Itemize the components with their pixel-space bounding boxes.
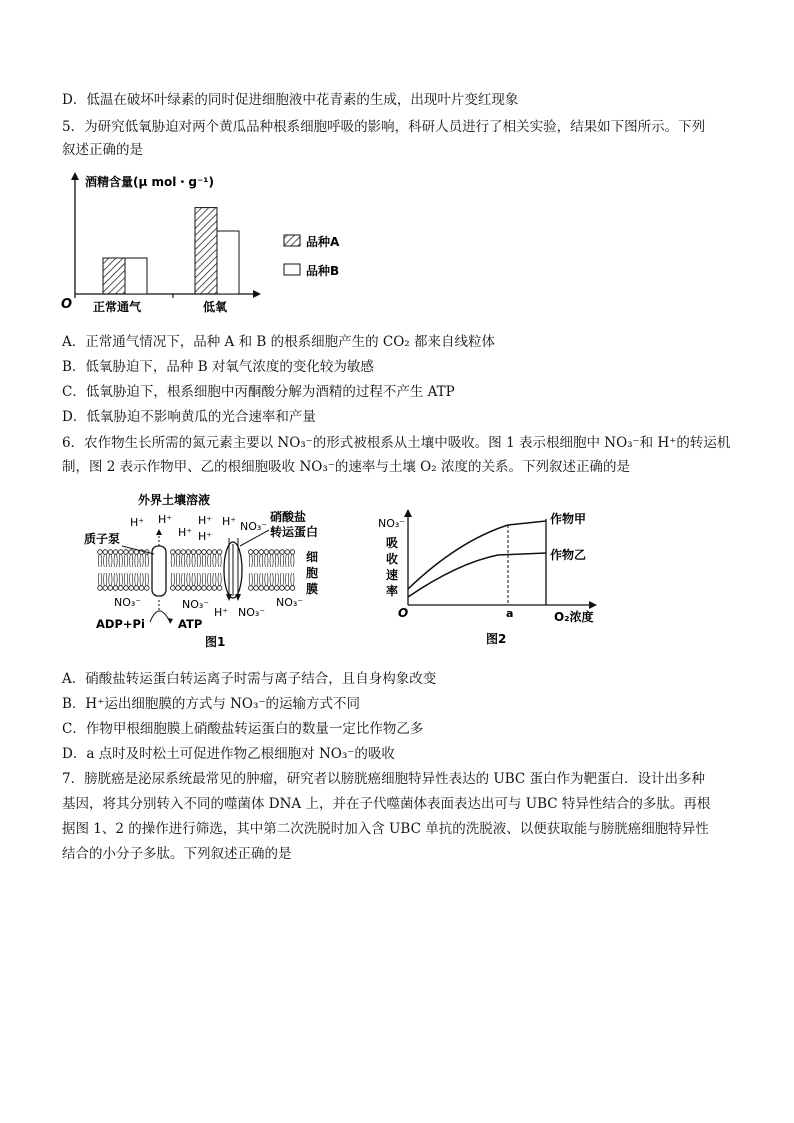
phospholipid-tail xyxy=(280,573,283,586)
phospholipid-tail xyxy=(270,573,273,586)
phospholipid-head xyxy=(124,586,129,591)
phospholipid-tail xyxy=(187,555,190,568)
phospholipid-tail xyxy=(265,573,268,586)
q6-figure-1 xyxy=(80,488,350,653)
fig2-ylabel-1: 吸 xyxy=(386,536,399,550)
origin-label: O xyxy=(61,297,73,312)
phospholipid-tail xyxy=(291,555,294,568)
fig2-origin: O xyxy=(398,606,409,620)
phospholipid-head xyxy=(113,550,118,555)
fig2-ylabel-3: 速 xyxy=(386,568,399,582)
phospholipid-head xyxy=(108,586,113,591)
phospholipid-tail xyxy=(124,555,127,568)
no3-ion-out: NO₃⁻ xyxy=(240,520,268,533)
phospholipid-tail xyxy=(208,555,211,568)
q5-stem-1: 5．为研究低氧胁迫对两个黄瓜品种根系细胞呼吸的影响，科研人员进行了相关实验，结果如下图所示。下列 xyxy=(62,119,706,135)
h-ion-out-4: H⁺ xyxy=(198,514,213,527)
phospholipid-tail xyxy=(197,555,200,568)
phospholipid-tail xyxy=(249,555,252,568)
phospholipid-head xyxy=(129,550,134,555)
phospholipid-head xyxy=(254,586,259,591)
q5-option-d: D．低氧胁迫不影响黄瓜的光合速率和产量 xyxy=(62,409,316,425)
x-axis-arrow xyxy=(253,290,261,298)
h-ion-out-6: H⁺ xyxy=(222,515,237,528)
h-ion-out-5: H⁺ xyxy=(198,530,213,543)
phospholipid-head xyxy=(176,550,181,555)
figure-1-caption: 图1 xyxy=(205,635,226,649)
phospholipid-tail xyxy=(254,555,257,568)
phospholipid-head xyxy=(98,550,103,555)
series-jia-label: 作物甲 xyxy=(550,512,587,526)
phospholipid-head xyxy=(119,586,124,591)
proton-pump-label: 质子泵 xyxy=(84,532,121,546)
phospholipid-tail xyxy=(213,573,216,586)
phospholipid-head xyxy=(285,550,290,555)
phospholipid-head xyxy=(176,586,181,591)
phospholipid-tail xyxy=(182,555,185,568)
q6-figure-2 xyxy=(368,505,608,653)
phospholipid-head xyxy=(207,550,212,555)
fig2-ylabel-top: NO₃⁻ xyxy=(378,517,406,530)
phospholipid-tail xyxy=(260,555,263,568)
phospholipid-tail xyxy=(135,573,138,586)
phospholipid-head xyxy=(103,550,108,555)
q6-option-a: A．硝酸盐转运蛋白转运离子时需与离子结合，且自身构象改变 xyxy=(62,671,437,687)
phospholipid-tail xyxy=(109,555,112,568)
phospholipid-head xyxy=(197,586,202,591)
phospholipid-tail xyxy=(197,573,200,586)
phospholipid-head xyxy=(280,550,285,555)
phospholipid-head xyxy=(171,586,176,591)
phospholipid-head xyxy=(134,586,139,591)
phospholipid-tail xyxy=(218,555,221,568)
phospholipid-tail xyxy=(124,573,127,586)
q6-option-d: D．a 点时及时松土可促进作物乙根细胞对 NO₃⁻的吸收 xyxy=(62,746,395,762)
phospholipid-head xyxy=(119,550,124,555)
phospholipid-head xyxy=(249,586,254,591)
y-axis-label: 酒精含量(μ mol・g⁻¹) xyxy=(85,175,215,189)
category-label-low-oxygen: 低氧 xyxy=(203,300,228,314)
phospholipid-tail xyxy=(286,555,289,568)
phospholipid-head xyxy=(186,550,191,555)
phospholipid-tail xyxy=(176,573,179,586)
fig2-ylabel-4: 率 xyxy=(386,584,399,598)
h-ion-out-3: H⁺ xyxy=(178,526,193,539)
phospholipid-head xyxy=(181,586,186,591)
phospholipid-tail xyxy=(135,555,138,568)
phospholipid-head xyxy=(212,550,217,555)
phospholipid-tail xyxy=(202,573,205,586)
phospholipid-head xyxy=(197,550,202,555)
no3-ion-in-4: NO₃⁻ xyxy=(276,596,304,609)
bar-a-1 xyxy=(195,208,217,294)
phospholipid-head xyxy=(202,586,207,591)
phospholipid-head xyxy=(249,550,254,555)
phospholipid-head xyxy=(191,586,196,591)
phospholipid-tail xyxy=(140,573,143,586)
phospholipid-tail xyxy=(260,573,263,586)
adp-label: ADP+Pi xyxy=(96,617,145,631)
membrane-label-3: 膜 xyxy=(306,582,319,596)
no3-ion-in-3: NO₃⁻ xyxy=(238,606,266,619)
phospholipid-head xyxy=(217,550,222,555)
phospholipid-tail xyxy=(192,573,195,586)
atp-label: ATP xyxy=(178,617,203,631)
phospholipid-tail xyxy=(171,573,174,586)
bar-b-1 xyxy=(217,231,239,294)
q6-stem-2: 制，图 2 表示作物甲、乙的根细胞吸收 NO₃⁻的速率与土壤 O₂ 浓度的关系。下列叙述正确的是 xyxy=(62,459,630,475)
h-ion-out-2: H⁺ xyxy=(158,513,173,526)
phospholipid-tail xyxy=(218,573,221,586)
phospholipid-head xyxy=(139,586,144,591)
phospholipid-head xyxy=(129,586,134,591)
membrane-label-1: 细 xyxy=(306,550,319,564)
phospholipid-head xyxy=(290,550,295,555)
q5-option-b: B．低氧胁迫下，品种 B 对氧气浓度的变化较为敏感 xyxy=(62,359,374,375)
phospholipid-head xyxy=(269,550,274,555)
legend-label-a: 品种A xyxy=(306,235,340,249)
phospholipid-head xyxy=(124,550,129,555)
phospholipid-tail xyxy=(275,573,278,586)
q5-option-a: A．正常通气情况下，品种 A 和 B 的根系细胞产生的 CO₂ 都来自线粒体 xyxy=(62,334,495,350)
phospholipid-tail xyxy=(291,573,294,586)
phospholipid-tail xyxy=(280,555,283,568)
series-yi-label: 作物乙 xyxy=(550,548,587,562)
phospholipid-head xyxy=(113,586,118,591)
q5-option-c: C．低氧胁迫下，根系细胞中丙酮酸分解为酒精的过程不产生 ATP xyxy=(62,384,455,400)
phospholipid-tail xyxy=(109,573,112,586)
membrane-label-2: 胞 xyxy=(306,566,319,580)
phospholipid-head xyxy=(108,550,113,555)
phospholipid-tail xyxy=(140,555,143,568)
h-ion-out-1: H⁺ xyxy=(130,516,145,529)
phospholipid-tail xyxy=(254,573,257,586)
phospholipid-head xyxy=(269,586,274,591)
phospholipid-tail xyxy=(176,555,179,568)
bar-b-0 xyxy=(125,258,147,294)
phospholipid-tail xyxy=(119,555,122,568)
phospholipid-tail xyxy=(187,573,190,586)
phospholipid-head xyxy=(285,586,290,591)
q7-stem-4: 结合的小分子多肽。下列叙述正确的是 xyxy=(62,846,292,862)
phospholipid-tail xyxy=(182,573,185,586)
transporter-label-2: 转运蛋白 xyxy=(270,525,319,539)
legend-swatch-b xyxy=(284,264,300,275)
fig2-ylabel-2: 收 xyxy=(386,552,399,566)
q7-stem-2: 基因，将其分别转入不同的噬菌体 DNA 上，并在子代噬菌体表面表达出可与 UBC 特异性结合的多肽。再根 xyxy=(62,796,711,812)
phospholipid-head xyxy=(207,586,212,591)
phospholipid-head xyxy=(191,550,196,555)
point-a-label: a xyxy=(506,607,514,620)
phospholipid-tail xyxy=(171,555,174,568)
phospholipid-head xyxy=(145,586,150,591)
h-ion-in: H⁺ xyxy=(214,606,229,619)
phospholipid-head xyxy=(275,586,280,591)
phospholipid-tail xyxy=(145,573,148,586)
phospholipid-head xyxy=(264,586,269,591)
phospholipid-tail xyxy=(202,555,205,568)
phospholipid-head xyxy=(259,586,264,591)
q7-stem-1: 7．膀胱癌是泌尿系统最常见的肿瘤，研究者以膀胱癌细胞特异性表达的 UBC 蛋白作为靶蛋白．设计出多种 xyxy=(62,771,706,787)
phospholipid-head xyxy=(103,586,108,591)
fig2-xlabel: O₂浓度 xyxy=(554,610,594,624)
no3-ion-in-1: NO₃⁻ xyxy=(114,596,142,609)
legend-label-b: 品种B xyxy=(306,264,340,278)
series-jia-curve xyxy=(408,521,546,589)
phospholipid-tail xyxy=(104,573,107,586)
no3-ion-in-2: NO₃⁻ xyxy=(182,598,210,611)
phospholipid-head xyxy=(202,550,207,555)
phospholipid-tail xyxy=(213,555,216,568)
phospholipid-tail xyxy=(119,573,122,586)
q5-stem-2: 叙述正确的是 xyxy=(62,142,143,158)
phospholipid-tail xyxy=(275,555,278,568)
figure-2-caption: 图2 xyxy=(486,632,507,646)
phospholipid-tail xyxy=(249,573,252,586)
phospholipid-tail xyxy=(192,555,195,568)
phospholipid-tail xyxy=(98,573,101,586)
proton-pump-shape xyxy=(152,546,166,596)
phospholipid-head xyxy=(280,586,285,591)
q7-stem-3: 据图 1、2 的操作进行筛选，其中第二次洗脱时加入含 UBC 单抗的洗脱液、以便获取能与膀胱癌细胞特异性 xyxy=(62,821,709,837)
phospholipid-tail xyxy=(286,573,289,586)
bar-a-0 xyxy=(103,258,125,294)
phospholipid-head xyxy=(186,586,191,591)
legend-swatch-a xyxy=(284,235,300,246)
phospholipid-head xyxy=(254,550,259,555)
phospholipid-tail xyxy=(130,555,133,568)
phospholipid-head xyxy=(275,550,280,555)
phospholipid-tail xyxy=(114,555,117,568)
phospholipid-tail xyxy=(270,555,273,568)
phospholipid-head xyxy=(259,550,264,555)
phospholipid-tail xyxy=(114,573,117,586)
phospholipid-tail xyxy=(265,555,268,568)
phospholipid-tail xyxy=(98,555,101,568)
q6-option-c: C．作物甲根细胞膜上硝酸盐转运蛋白的数量一定比作物乙多 xyxy=(62,721,424,737)
category-label-normal: 正常通气 xyxy=(93,300,142,314)
phospholipid-tail xyxy=(130,573,133,586)
phospholipid-head xyxy=(181,550,186,555)
series-yi-curve xyxy=(408,553,546,597)
outside-solution-label: 外界土壤溶液 xyxy=(138,493,211,507)
phospholipid-tail xyxy=(145,555,148,568)
phospholipid-head xyxy=(212,586,217,591)
q4-option-d: D．低温在破坏叶绿素的同时促进细胞液中花青素的生成，出现叶片变红现象 xyxy=(62,92,519,108)
transporter-label-1: 硝酸盐 xyxy=(270,510,307,524)
q6-option-b: B．H⁺运出细胞膜的方式与 NO₃⁻的运输方式不同 xyxy=(62,696,361,712)
y-axis-arrow xyxy=(71,172,79,180)
phospholipid-head xyxy=(171,550,176,555)
phospholipid-head xyxy=(264,550,269,555)
phospholipid-head xyxy=(98,586,103,591)
phospholipid-tail xyxy=(208,573,211,586)
phospholipid-head xyxy=(290,586,295,591)
q6-stem-1: 6．农作物生长所需的氮元素主要以 NO₃⁻的形式被根系从土壤中吸收。图 1 表示根细胞中 NO₃⁻和 H⁺的转运机 xyxy=(62,435,731,451)
phospholipid-tail xyxy=(104,555,107,568)
phospholipid-head xyxy=(217,586,222,591)
q5-bar-chart xyxy=(55,170,375,320)
